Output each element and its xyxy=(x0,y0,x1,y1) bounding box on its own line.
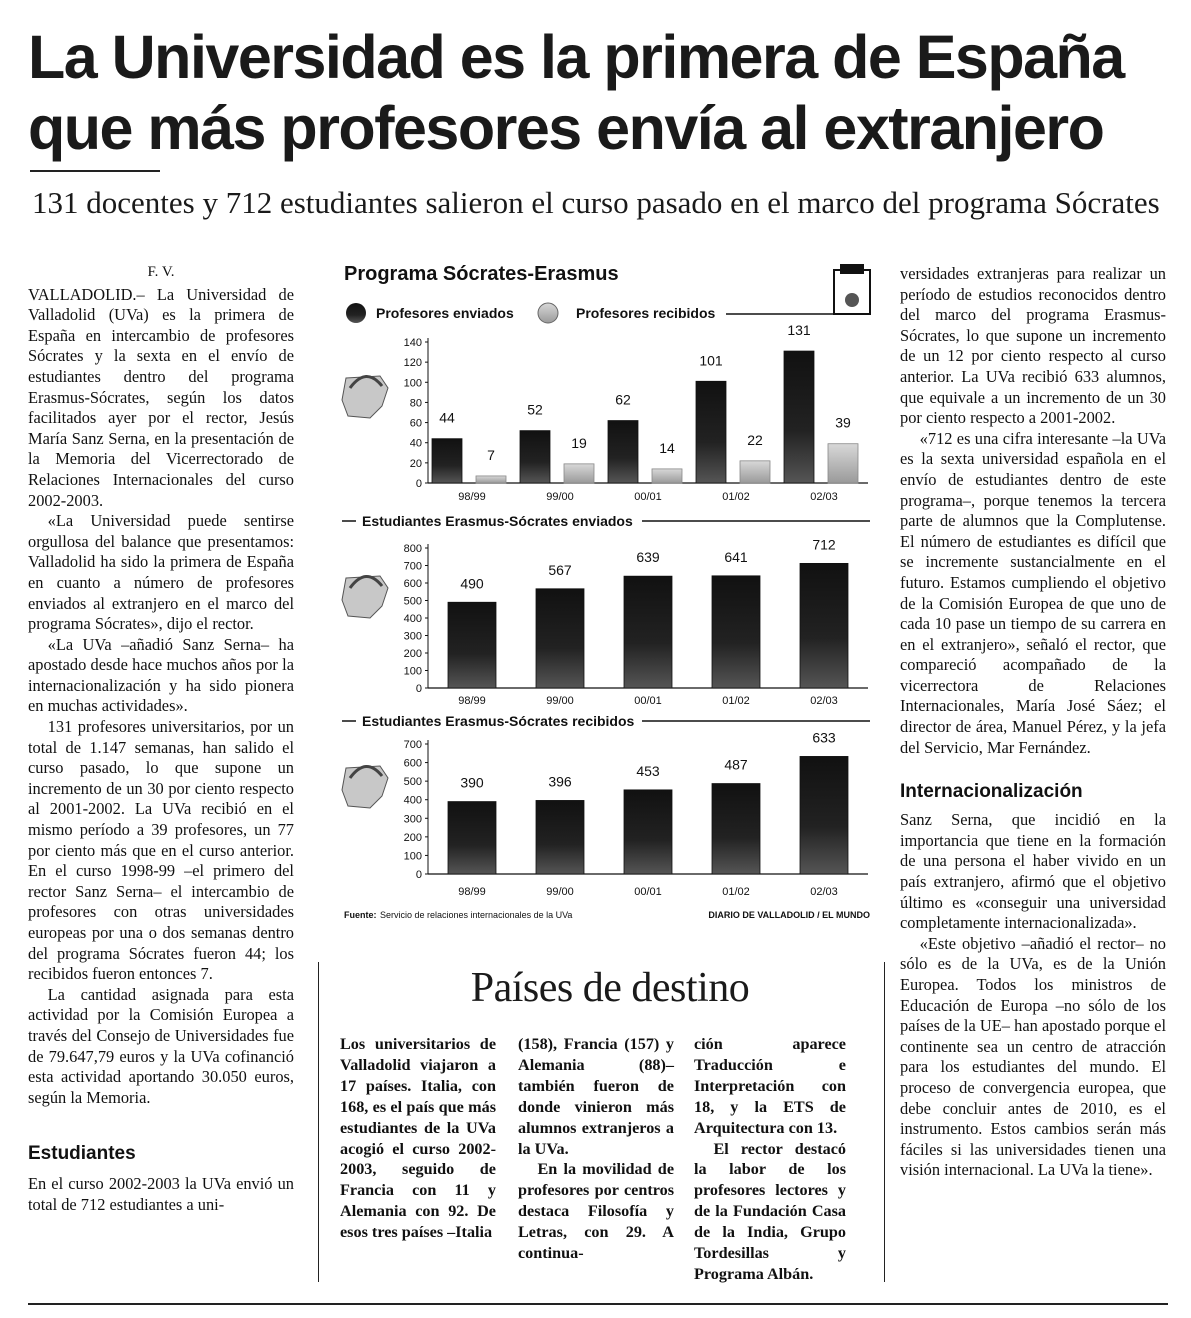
data-label: 62 xyxy=(615,391,631,408)
paragraph: (158), Francia (157) y Alemania (88)– también fueron de donde vinieron más alumnos extranjeros a la UVa. xyxy=(518,1035,674,1158)
y-tick-label: 0 xyxy=(415,683,422,695)
x-tick-label: 02/03 xyxy=(810,491,838,503)
paragraph: «La Universidad puede sentirse orgullosa del balance que presentamos: Valladolid ha sido la primera de España en cuanto a número de profesores enviados al extranjero en el marco del programa Sócrates», dijo el rector. xyxy=(28,511,294,634)
bar-recibidos xyxy=(652,469,682,483)
y-tick-label: 800 xyxy=(403,543,422,555)
data-label: 19 xyxy=(571,434,587,451)
byline: F. V. xyxy=(147,264,175,280)
bar-enviados xyxy=(696,381,726,483)
data-label: 567 xyxy=(548,561,572,578)
bar-enviados xyxy=(784,351,814,483)
headline-line-1: La Universidad es la primera de España xyxy=(28,23,1124,91)
bar xyxy=(712,576,760,688)
y-tick-label: 400 xyxy=(403,794,422,807)
x-tick-label: 02/03 xyxy=(810,695,838,707)
y-tick-label: 400 xyxy=(403,613,422,625)
y-tick-label: 140 xyxy=(403,337,422,349)
headline xyxy=(28,22,1168,164)
data-label: 639 xyxy=(636,549,660,566)
paragraph: 131 profesores universitarios, por un total de 1.147 semanas, han salido el curso pasado, lo que supone un incremento de un 30 por ciento respecto al 2001-2002. La UVa recibió en el mismo período a 39 profesores, un 77 por ciento más que en el curso anterior. En el curso 1998-99 –el primero del rector Sanz Serna– el intercambio de profesores con otras universidades europeas por una o dos semanas dentro del programa Sócrates fueron 44; los recibidos fueron entonces 7. xyxy=(28,717,294,984)
box-left-rule xyxy=(318,962,319,1282)
bar-recibidos xyxy=(476,476,506,483)
bar xyxy=(448,602,496,688)
data-label: 487 xyxy=(724,756,748,773)
chart-graphic xyxy=(336,256,876,926)
data-label: 7 xyxy=(487,446,495,463)
bar xyxy=(712,784,760,874)
y-tick-label: 200 xyxy=(403,648,422,660)
x-tick-label: 98/99 xyxy=(458,886,486,898)
box-column-1 xyxy=(340,1034,496,1243)
chart-header-icon-top xyxy=(840,264,864,274)
x-tick-label: 00/01 xyxy=(634,695,662,707)
paragraph: La cantidad asignada para esta actividad por la Comisión Europea a través del Consejo de Universidades fue de 79.647,79 euros y la UVa cofinanció esta actividad aportando 30.050 euros, según la Memoria. xyxy=(28,984,294,1107)
paragraph: El rector destacó la labor de los profesores lectores y de la Fundación Casa de la India, Grupo Tordesillas y Programa Albán. xyxy=(694,1139,846,1283)
data-label: 633 xyxy=(812,729,836,746)
data-label: 39 xyxy=(835,414,851,431)
y-tick-label: 600 xyxy=(403,757,422,770)
data-label: 44 xyxy=(439,409,455,426)
data-label: 22 xyxy=(747,431,763,448)
bar xyxy=(624,576,672,688)
paragraph: En el curso 2002-2003 la UVa envió un total de 712 estudiantes a uni- xyxy=(28,1174,294,1214)
data-label: 390 xyxy=(460,774,484,791)
bar-recibidos xyxy=(740,461,770,483)
data-label: 712 xyxy=(812,536,836,553)
bottom-rule xyxy=(28,1303,1168,1305)
y-tick-label: 700 xyxy=(403,560,422,573)
data-label: 396 xyxy=(548,773,572,790)
subheadline: 131 docentes y 712 estudiantes salieron el curso pasado en el marco del programa Sócrates xyxy=(32,185,1160,220)
legend-label-enviados: Profesores enviados xyxy=(376,305,514,321)
y-tick-label: 600 xyxy=(403,578,422,590)
y-tick-label: 40 xyxy=(409,437,422,450)
x-tick-label: 01/02 xyxy=(722,491,750,503)
bar xyxy=(800,756,848,874)
data-label: 101 xyxy=(699,352,723,369)
y-tick-label: 200 xyxy=(403,831,422,844)
y-tick-label: 80 xyxy=(409,397,422,410)
y-tick-label: 0 xyxy=(415,869,422,881)
box-column-3 xyxy=(694,1034,846,1285)
data-label: 131 xyxy=(787,322,811,339)
bar-enviados xyxy=(432,439,462,483)
legend-marker-recibidos xyxy=(538,303,558,323)
bar xyxy=(536,800,584,874)
chart-source-text: Servicio de relaciones internacionales de la UVa xyxy=(380,910,573,920)
bar xyxy=(624,790,672,874)
chart-header-icon xyxy=(834,270,870,314)
bar xyxy=(800,563,848,688)
section-title-estudiantes: Estudiantes xyxy=(28,1143,136,1165)
paragraph: «712 es una cifra interesante –la UVa es la sexta universidad española en el envío de estudiantes dentro de este programa–, porque tenemos la tercera parte de alumnos que la Complutense. El número de estudiantes es difícil que se incremente sustancialmente en el futuro. Estamos cumpliendo el objetivo de la Comisión Europea de que uno de cada 10 pase un tiempo de su carrera en en el extranjero», señaló el rector, que compareció acompañado de la vicerrectora de Relaciones Internacionales, María José Sáez; el director de área, Manuel Pérez, y la jefa del Servicio, Mar Fernández. xyxy=(900,428,1166,757)
right-column xyxy=(900,264,1166,1181)
data-label: 14 xyxy=(659,439,675,456)
y-tick-label: 0 xyxy=(415,478,422,490)
bar-recibidos xyxy=(564,464,594,483)
y-tick-label: 120 xyxy=(403,357,422,370)
chart-title: Programa Sócrates-Erasmus xyxy=(344,263,619,285)
paragraph: Sanz Serna, que incidió en la importancia que tiene en la formación de una persona el haber vivido en un país extranjero, afirmó que el objetivo último es «conseguir una universidad completamente internacionalizada». xyxy=(900,810,1166,933)
paragraph: versidades extranjeras para realizar un período de estudios reconocidos dentro del marco del programa Erasmus-Sócrates, lo que supone un incremento de un 12 por ciento respecto al curso anterior. La UVa recibió 633 alumnos, que equivale a un incremento de un 30 por ciento respecto a 2001-2002. xyxy=(900,264,1166,428)
y-tick-label: 20 xyxy=(409,457,422,470)
x-tick-label: 98/99 xyxy=(458,491,486,503)
bar-recibidos xyxy=(828,444,858,483)
paragraph: Los universitarios de Valladolid viajaron a 17 países. Italia, con 168, es el país que más estudiantes de la UVa acogió el curso 2002-2003, seguido de Francia con 11 y Alemania con 92. De esos tres países –Italia xyxy=(340,1035,496,1242)
legend-marker-enviados xyxy=(346,303,366,323)
chart-header-icon-globe xyxy=(845,293,859,307)
paragraph: «La UVa –añadió Sanz Serna– ha apostado desde hace muchos años por la internacionalización y ha sido pionera en muchas actividades». xyxy=(28,634,294,716)
paragraph: «Este objetivo –añadió el rector– no sólo es de la UVa, es de la Unión Europea. Todos los ministros de Educación de Europa –no sólo de los países de la UE– han apostado porque el continente sea un centro de atracción para los estudiantes del mundo. El proceso de convergencia europea, que debe concluir antes de 2010, es el instrumento. Estos cambios serán más fáciles si las universidades tienen una visión internacional. La UVa la tiene». xyxy=(900,933,1166,1180)
legend-label-recibidos: Profesores recibidos xyxy=(576,305,716,321)
y-tick-label: 300 xyxy=(403,630,422,643)
headline-line-2: que más profesores envía al extranjero xyxy=(28,94,1104,162)
headline-rule xyxy=(30,170,160,172)
x-tick-label: 01/02 xyxy=(722,695,750,707)
x-tick-label: 99/00 xyxy=(546,491,574,503)
box-column-2 xyxy=(518,1034,674,1264)
x-tick-label: 00/01 xyxy=(634,886,662,898)
spain-map-icon-2 xyxy=(342,766,388,808)
chart-credit: DIARIO DE VALLADOLID / EL MUNDO xyxy=(708,910,870,920)
y-tick-label: 500 xyxy=(403,776,422,789)
x-tick-label: 01/02 xyxy=(722,886,750,898)
y-tick-label: 100 xyxy=(403,665,422,678)
data-label: 490 xyxy=(460,575,484,592)
section-title-internacionalizacion: Internacionalización xyxy=(900,781,1083,803)
bar xyxy=(536,589,584,688)
chart-svg xyxy=(336,256,876,926)
y-tick-label: 300 xyxy=(403,813,422,826)
x-tick-label: 02/03 xyxy=(810,886,838,898)
data-label: 52 xyxy=(527,401,543,418)
y-tick-label: 60 xyxy=(409,417,422,430)
paragraph: ción aparece Traducción e Interpretación con 18, y la ETS de Arquitectura con 13. xyxy=(694,1035,846,1137)
y-tick-label: 100 xyxy=(403,377,422,390)
panel-title: Estudiantes Erasmus-Sócrates recibidos xyxy=(362,713,635,729)
paragraph: VALLADOLID.– La Universidad de Valladolid (UVa) es la primera de España en intercambio de profesores Sócrates y la sexta en el envío de estudiantes dentro del programa Erasmus-Sócrates, según los datos facilitados ayer por el rector, Jesús María Sanz Serna, en la presentación de la Memoria del Vicerrectorado de Relaciones Internacionales del curso 2002-2003. xyxy=(28,284,294,510)
spain-map-icon-0 xyxy=(342,376,388,418)
box-right-rule xyxy=(884,962,885,1282)
y-tick-label: 700 xyxy=(403,739,422,751)
y-tick-label: 500 xyxy=(403,595,422,608)
x-tick-label: 99/00 xyxy=(546,695,574,707)
data-label: 453 xyxy=(636,762,660,779)
paragraph: En la movilidad de profesores por centros destaca Filosofía y Letras, con 29. A continua- xyxy=(518,1160,674,1263)
x-tick-label: 00/01 xyxy=(634,491,662,503)
spain-map-icon-1 xyxy=(342,576,388,618)
box-title: Países de destino xyxy=(470,965,750,1011)
x-tick-label: 99/00 xyxy=(546,886,574,898)
data-label: 641 xyxy=(724,548,748,565)
bar xyxy=(448,802,496,874)
x-tick-label: 98/99 xyxy=(458,695,486,707)
chart-source-label: Fuente: xyxy=(344,910,377,920)
left-column xyxy=(28,262,294,1216)
bar-enviados xyxy=(520,431,550,483)
panel-title: Estudiantes Erasmus-Sócrates enviados xyxy=(362,513,633,529)
y-tick-label: 100 xyxy=(403,850,422,863)
bar-enviados xyxy=(608,421,638,483)
